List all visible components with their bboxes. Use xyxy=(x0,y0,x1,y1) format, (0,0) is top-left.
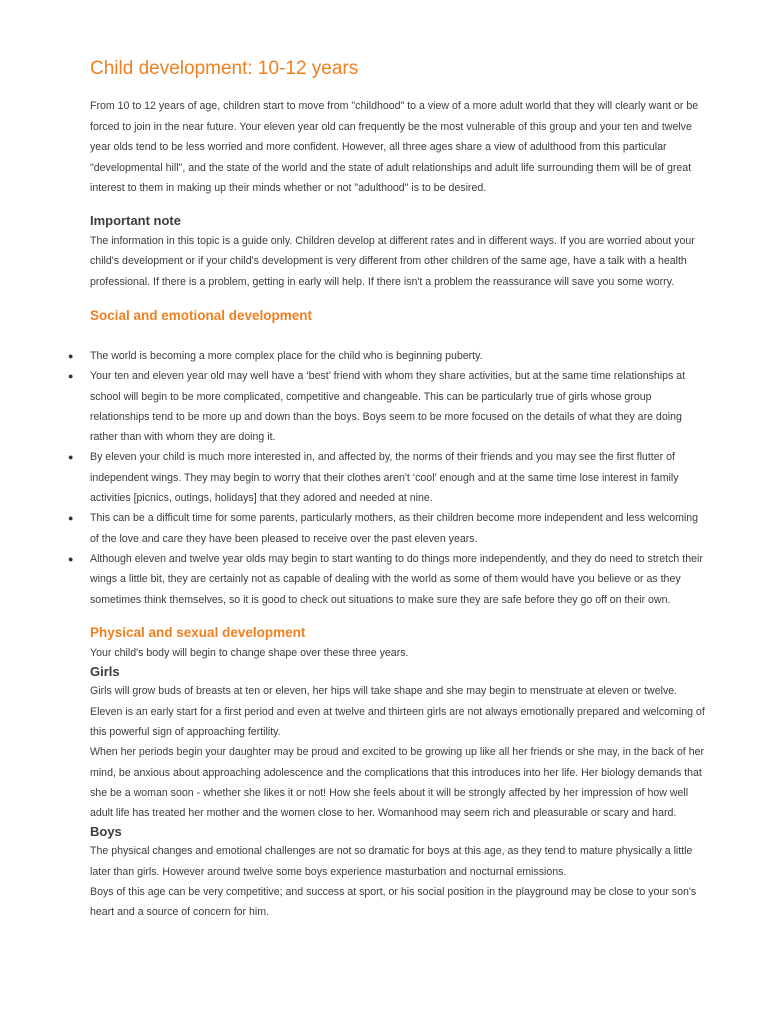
list-item-text: This can be a difficult time for some parents, particularly mothers, as their children become more independent and less welcoming of the love and care they have been pleased to receive over the past eleven years. xyxy=(90,512,699,545)
boys-heading: Boys xyxy=(90,824,122,840)
bullet-icon: ● xyxy=(68,371,74,382)
bullet-icon: ● xyxy=(68,452,74,463)
list-item xyxy=(68,447,706,508)
list-item-text: By eleven your child is much more interested in, and affected by, the norms of their friends and you may see the first flutter of independent wings. They may begin to worry that their clothes aren't ‘cool’ enough and at the same time lose interest in family activities [picnics, outings, holidays] that they adored and needed at nine. xyxy=(90,451,679,505)
page-title: Child development: 10-12 years xyxy=(90,58,359,79)
social-emotional-heading: Social and emotional development xyxy=(90,308,313,323)
girls-section xyxy=(90,663,706,823)
list-item xyxy=(68,508,706,549)
boys-paragraph: The physical changes and emotional challenges are not so dramatic for boys at this age, as they tend to mature physically a little later than girls. However around twelve some boys experience masturbation and nocturnal emissions. xyxy=(90,845,693,878)
list-item xyxy=(68,346,706,366)
list-item xyxy=(68,366,706,447)
boys-section xyxy=(90,823,706,922)
list-item-text: Although eleven and twelve year olds may begin to start wanting to do things more independently, and they do need to stretch their wings a little bit, they are certainly not as capable of dealing with the world as some of them would have you believe or as they sometimes think themselves, so it is good to check out situations to make sure they are safe before they go off on their own. xyxy=(90,552,703,606)
bullet-icon: ● xyxy=(68,351,74,361)
girls-heading: Girls xyxy=(90,664,120,680)
list-item xyxy=(68,549,706,610)
intro-paragraph: From 10 to 12 years of age, children start to move from "childhood" to a view of a more adult world that they will clearly want or be forced to join in the near future. Your eleven year old can frequently be the most vulnerable of this group and your ten and twelve year olds tend to be less worried and more confident. However, all three ages share a view of adulthood from this particular "developmental hill", and the state of the world and the state of adult relationships and adult life surrounding them will be of great interest to them in making up their minds whether or not "adulthood" is to be desired. xyxy=(90,100,699,194)
list-item-text: The world is becoming a more complex place for the child who is beginning puberty. xyxy=(90,350,483,362)
important-note-heading: Important note xyxy=(90,212,181,228)
document-page xyxy=(68,54,706,923)
boys-paragraph: Boys of this age can be very competitive; and success at sport, or his social position in the playground may be close to your son's heart and a source of concern for him. xyxy=(90,886,697,919)
girls-paragraph: Girls will grow buds of breasts at ten or eleven, her hips will take shape and she may begin to menstruate at eleven or twelve. Eleven is an early start for a first period and even at twelve and thirteen girls are not always emotionally prepared and welcoming of this powerful sign of approaching fertility. xyxy=(90,685,705,738)
girls-paragraph: When her periods begin your daughter may be proud and excited to be growing up like all her friends or she may, in the back of her mind, be anxious about approaching adolescence and the complications that this introduces into her life. Her biology demands that she be a woman soon - whether she likes it or not! How she feels about it will be strongly affected by her impression of how well adult life has treated her mother and the women close to her. Womanhood may seem rich and pleasurable or scary and hard. xyxy=(90,746,705,820)
important-note-text: The information in this topic is a guide only. Children develop at different rates and in different ways. If you are worried about your child's development or if your child's development is very different from other children of the same age, have a talk with a health professional. If there is a problem, getting in early will help. If there isn't a problem the reassurance will save you some worry. xyxy=(90,234,695,288)
list-item-text: Your ten and eleven year old may well have a ‘best’ friend with whom they share activities, but at the same time relationships at school will begin to be more complicated, competitive and changeable. This can be particularly true of girls whose group relationships tend to be more up and down than the boys. Boys seem to be more focused on the details of what they are doing rather than with whom they are doing it. xyxy=(90,370,686,444)
bullet-icon: ● xyxy=(68,553,74,564)
bullet-icon: ● xyxy=(68,513,74,524)
physical-sexual-heading: Physical and sexual development xyxy=(90,624,306,640)
physical-intro-text: Your child's body will begin to change shape over these three years. xyxy=(90,646,409,659)
social-emotional-list xyxy=(68,346,706,610)
